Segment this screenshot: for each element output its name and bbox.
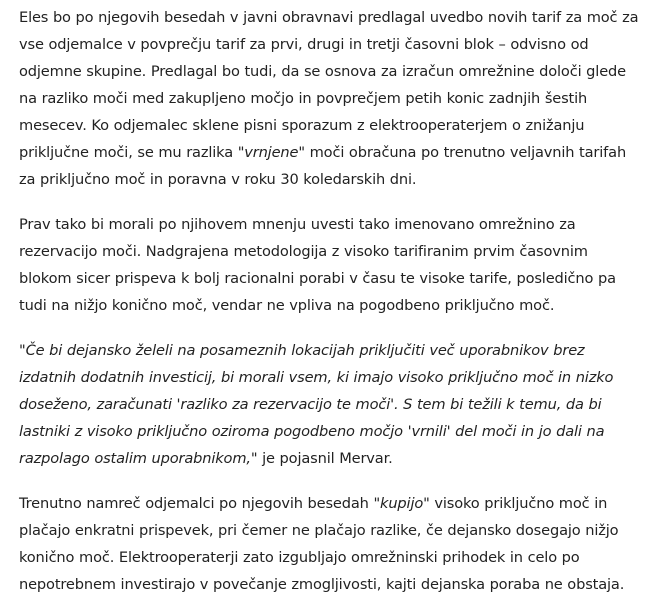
emphasis-vrnjene: "vrnjene" — [237, 144, 305, 161]
paragraph-tariff-proposal — [19, 4, 639, 193]
paragraph-current-state — [19, 490, 639, 598]
paragraph-text: Eles bo po njegovih besedah v javni obravnavi predlagal uvedbo novih tarif za moč za vse odjemalce v povprečju tarif za prvi, drugi in tretji časovni blok – odvisno od odjemne skupine. Predlagal bo tudi, da se osnova za izračun omrežnine določi glede na razliko moči med zakupljeno močjo in povprečjem petih konic zadnjih šestih mesecev. Ko odjemalec sklene pisni sporazum z elektrooperaterjem o znižanju priključne moči, se mu razlika — [19, 9, 639, 161]
paragraph-text: Trenutno namreč odjemalci po njegovih besedah — [19, 495, 374, 512]
quote-attribution: je pojasnil Mervar. — [257, 450, 393, 467]
paragraph-text: visoko priključno moč in plačajo enkratni prispevek, pri čemer ne plačajo razlike, če dejansko dosegajo nižjo konično moč. Elektrooperaterji zato izgubljajo omrežninski prihodek in celo po nepotrebnem investirajo v povečanje zmogljivosti, kajti dejanska poraba ne obstaja. — [19, 495, 625, 593]
article-body — [19, 4, 639, 616]
paragraph-reservation-fee: Prav tako bi morali po njihovem mnenju uvesti tako imenovano omrežnino za rezervacijo moči. Nadgrajena metodologija z visoko tarifiranim prvim časovnim blokom sicer prispeva k bolj racionalni porabi v času te visoke tarife, posledično pa tudi na nižjo konično moč, vendar ne vpliva na pogodbeno priključno moč. — [19, 216, 616, 314]
paragraph-quote — [19, 337, 639, 472]
emphasis-kupijo: "kupijo" — [373, 495, 430, 512]
paragraph-text: moči obračuna po trenutno veljavnih tarifah za priključno moč in poravna v roku 30 koledarskih dni. — [19, 144, 627, 188]
quote-text: "Če bi dejansko želeli na posameznih lokacijah priključiti več uporabnikov brez izdatnih dodatnih investicij, bi morali vsem, ki imajo visoko priključno moč in nizko doseženo, zaračunati 'razliko za rezervacijo te moči'. S tem bi težili k temu, da bi lastniki z visoko priključno oziroma pogodbeno močjo 'vrnili' del moči in jo dali na razpolago ostalim uporabnikom," — [19, 342, 614, 467]
